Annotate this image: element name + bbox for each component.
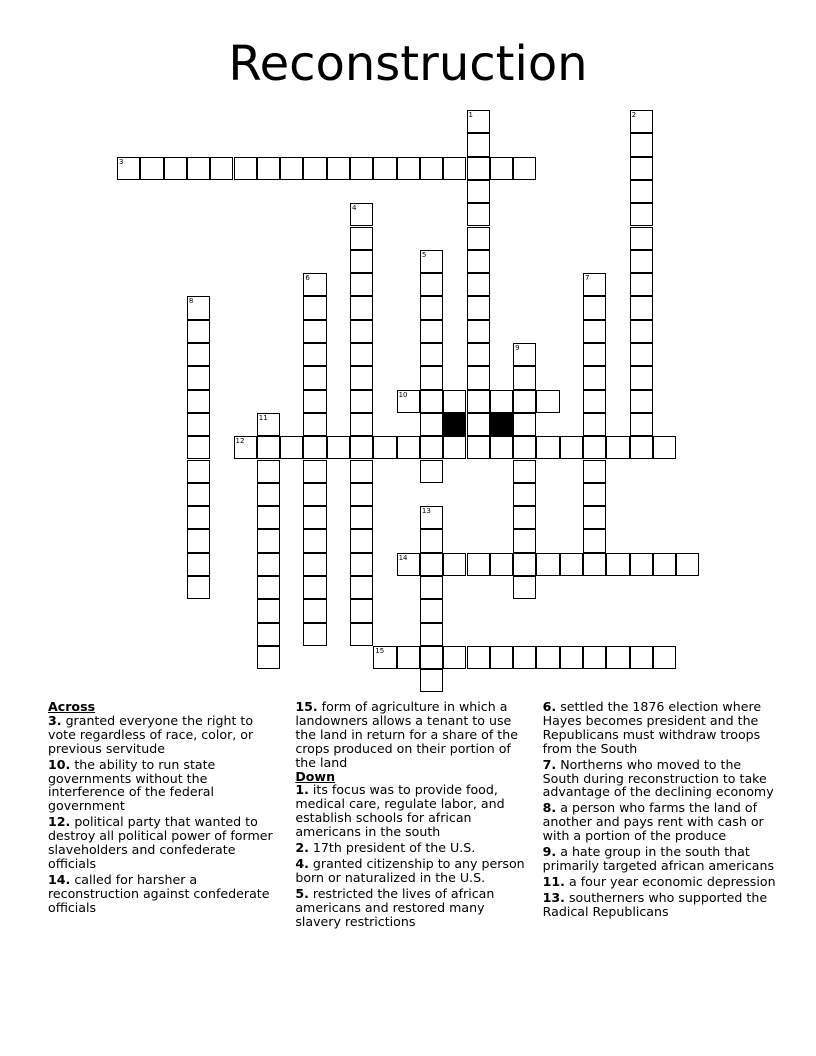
down-clue [295,783,530,839]
clue-number: 2. [295,840,309,856]
grid-cell[interactable] [420,366,443,389]
grid-cell[interactable] [303,460,326,483]
grid-cell[interactable] [303,506,326,529]
grid-cell[interactable] [420,599,443,622]
grid-cell[interactable] [630,180,653,203]
grid-cell[interactable] [303,436,326,459]
clue-text: a hate group in the south that primarily targeted african americans [542,844,775,873]
grid-cell[interactable] [513,576,536,599]
grid-cell[interactable] [187,436,210,459]
grid-cell[interactable] [443,436,466,459]
clue-text: its focus was to provide food, medical care, regulate labor, and establish schools for african americans in the south [295,782,505,840]
across-clue [48,714,283,756]
grid-cell[interactable] [583,506,606,529]
grid-cell[interactable] [676,553,699,576]
grid-cell[interactable] [467,133,490,156]
grid-cell[interactable] [630,553,653,576]
across-clue [295,700,530,770]
grid-cell[interactable] [630,390,653,413]
grid-cell[interactable] [536,553,559,576]
grid-cell[interactable] [443,646,466,669]
grid-cell[interactable] [467,320,490,343]
grid-cell[interactable] [467,343,490,366]
cell-number: 5 [421,250,427,259]
grid-cell[interactable] [257,599,280,622]
grid-cell[interactable] [583,343,606,366]
grid-cell[interactable] [560,646,583,669]
grid-cell[interactable] [303,529,326,552]
clue-number: 1. [295,782,309,798]
grid-cell[interactable] [583,320,606,343]
grid-cell[interactable] [420,390,443,413]
grid-cell[interactable] [303,343,326,366]
grid-cell[interactable] [303,296,326,319]
clue-text: settled the 1876 election where Hayes becomes president and the Republicans must withdraw troops from the South [542,699,762,756]
cell-number: 6 [305,274,310,283]
grid-cell[interactable] [350,599,373,622]
grid-cell[interactable] [513,646,536,669]
grid-cell[interactable] [187,320,210,343]
cell-number: 9 [515,344,520,352]
grid-cell[interactable] [373,436,396,459]
grid-cell[interactable] [187,157,210,180]
grid-cell[interactable] [187,529,210,552]
grid-cell[interactable] [490,646,513,669]
grid-cell[interactable] [303,320,326,343]
clue-text: restricted the lives of african americans and restored many slavery restrictions [295,885,495,929]
grid-cell[interactable] [350,460,373,483]
grid-cell[interactable] [630,343,653,366]
grid-cell[interactable] [606,553,629,576]
grid-cell[interactable] [257,436,280,459]
grid-cell[interactable] [583,390,606,413]
grid-cell[interactable] [350,203,373,226]
grid-cell[interactable] [350,320,373,343]
grid-cell[interactable] [350,390,373,413]
grid-cell[interactable] [420,157,443,180]
grid-cell[interactable] [420,576,443,599]
grid-cell[interactable] [420,296,443,319]
grid-cell[interactable] [513,460,536,483]
grid-cell[interactable] [397,157,420,180]
grid-cell[interactable] [187,483,210,506]
blocked-cell [490,413,513,436]
grid-cell[interactable] [303,366,326,389]
grid-cell[interactable] [420,343,443,366]
clue-text: a four year economic depression [564,873,776,889]
grid-cell[interactable] [630,413,653,436]
clue-text: southerners who supported the Radical Republicans [542,889,768,919]
clue-number: 7. [542,756,557,772]
grid-cell[interactable] [350,366,373,389]
grid-cell[interactable] [187,413,210,436]
grid-cell[interactable] [583,273,606,296]
grid-cell[interactable] [630,250,653,273]
grid-cell[interactable] [630,273,653,296]
down-clue [295,841,530,855]
grid-cell[interactable] [420,646,443,669]
clue-text: Northerns who moved to the South during reconstruction to take advantage of the declining economy [542,756,774,800]
clue-number: 11. [542,873,565,889]
grid-cell[interactable] [350,157,373,180]
grid-cell[interactable] [397,553,420,576]
cell-number: 10 [398,390,408,399]
grid-cell[interactable] [397,390,420,413]
grid-cell[interactable] [187,296,210,319]
grid-cell[interactable] [536,646,559,669]
grid-cell[interactable] [467,296,490,319]
grid-cell[interactable] [630,227,653,250]
grid-cell[interactable] [420,413,443,436]
grid-cell[interactable] [420,623,443,646]
grid-cell[interactable] [606,436,629,459]
cell-number: 2 [631,111,637,119]
grid-cell[interactable] [606,646,629,669]
grid-cell[interactable] [350,343,373,366]
down-clue [543,875,778,889]
grid-cell[interactable] [583,296,606,319]
grid-cell[interactable] [234,157,257,180]
grid-cell[interactable] [583,529,606,552]
grid-cell[interactable] [303,413,326,436]
grid-cell[interactable] [350,529,373,552]
grid-cell[interactable] [117,157,140,180]
grid-cell[interactable] [467,110,490,133]
clue-number: 13. [542,889,565,905]
clue-text: 17th president of the U.S. [308,840,476,856]
grid-cell[interactable] [210,157,233,180]
clue-number: 8. [542,800,557,816]
grid-cell[interactable] [164,157,187,180]
across-clue [48,758,283,814]
clue-text: granted citizenship to any person born or naturalized in the U.S. [295,855,525,885]
grid-cell[interactable] [467,250,490,273]
grid-cell[interactable] [257,623,280,646]
clue-number: 9. [542,844,557,860]
grid-cell[interactable] [513,366,536,389]
grid-cell[interactable] [653,436,676,459]
grid-cell[interactable] [187,460,210,483]
down-clue [543,845,778,873]
grid-cell[interactable] [420,669,443,692]
clue-text: granted everyone the right to vote regardless of race, color, or previous servitude [48,712,254,756]
grid-cell[interactable] [467,436,490,459]
grid-cell[interactable] [513,436,536,459]
grid-cell[interactable] [490,553,513,576]
clue-number: 6. [542,699,557,714]
grid-cell[interactable] [536,436,559,459]
cell-number: 7 [585,274,590,283]
grid-cell[interactable] [420,436,443,459]
cell-number: 8 [188,297,194,306]
grid-cell[interactable] [234,436,257,459]
grid-cell[interactable] [350,413,373,436]
grid-cell[interactable] [653,646,676,669]
grid-cell[interactable] [443,157,466,180]
grid-cell[interactable] [420,529,443,552]
grid-cell[interactable] [303,553,326,576]
grid-cell[interactable] [630,436,653,459]
grid-cell[interactable] [630,296,653,319]
grid-cell[interactable] [583,483,606,506]
grid-cell[interactable] [257,529,280,552]
cell-number: 14 [398,553,408,562]
grid-cell[interactable] [630,320,653,343]
grid-cell[interactable] [257,413,280,436]
cell-number: 4 [352,204,357,213]
grid-cell[interactable] [187,343,210,366]
grid-cell[interactable] [303,576,326,599]
grid-cell[interactable] [513,390,536,413]
down-clue [543,891,778,919]
cell-number: 3 [119,157,124,166]
grid-cell[interactable] [467,180,490,203]
down-clue [543,700,778,756]
grid-cell[interactable] [257,576,280,599]
grid-cell[interactable] [583,646,606,669]
grid-cell[interactable] [327,436,350,459]
clue-text: a person who farms the land of another and pays rent with cash or with a portion of the produce [542,800,764,844]
down-heading: Down [295,768,336,784]
grid-cell[interactable] [630,366,653,389]
down-clue [543,758,778,800]
grid-cell[interactable] [303,157,326,180]
grid-cell[interactable] [467,413,490,436]
grid-cell[interactable] [350,553,373,576]
grid-cell[interactable] [257,646,280,669]
grid-cell[interactable] [350,623,373,646]
clue-text: political party that wanted to destroy all political power of former slaveholders and confederate officials [48,814,273,871]
grid-cell[interactable] [303,623,326,646]
grid-cell[interactable] [583,460,606,483]
grid-cell[interactable] [560,436,583,459]
grid-cell[interactable] [490,157,513,180]
grid-cell[interactable] [280,157,303,180]
grid-cell[interactable] [187,366,210,389]
across-clue [48,815,283,871]
clue-number: 4. [295,855,309,871]
grid-cell[interactable] [467,390,490,413]
down-clue [543,801,778,843]
grid-cell[interactable] [257,483,280,506]
grid-cell[interactable] [257,553,280,576]
cell-number: 1 [468,111,473,119]
grid-cell[interactable] [350,483,373,506]
grid-cell[interactable] [350,436,373,459]
grid-cell[interactable] [583,436,606,459]
cell-number: 13 [421,507,431,516]
clue-text: called for harsher a reconstruction against confederate officials [48,871,270,915]
grid-cell[interactable] [490,436,513,459]
grid-cell[interactable] [350,576,373,599]
grid-cell[interactable] [583,553,606,576]
grid-cell[interactable] [140,157,163,180]
grid-cell[interactable] [443,390,466,413]
grid-cell[interactable] [187,576,210,599]
grid-cell[interactable] [513,413,536,436]
grid-cell[interactable] [443,553,466,576]
grid-cell[interactable] [257,460,280,483]
grid-cell[interactable] [187,390,210,413]
down-clue [295,887,530,929]
grid-cell[interactable] [467,646,490,669]
grid-cell[interactable] [303,390,326,413]
grid-cell[interactable] [420,273,443,296]
across-heading: Across [48,699,96,714]
grid-cell[interactable] [420,506,443,529]
grid-cell[interactable] [630,133,653,156]
grid-cell[interactable] [257,157,280,180]
grid-cell[interactable] [467,366,490,389]
grid-cell[interactable] [280,436,303,459]
grid-cell[interactable] [560,553,583,576]
grid-cell[interactable] [490,390,513,413]
grid-cell[interactable] [467,273,490,296]
grid-cell[interactable] [630,110,653,133]
grid-cell[interactable] [467,157,490,180]
grid-cell[interactable] [583,366,606,389]
grid-cell[interactable] [420,553,443,576]
grid-cell[interactable] [420,250,443,273]
grid-cell[interactable] [350,227,373,250]
grid-cell[interactable] [303,599,326,622]
clue-number: 15. [295,699,318,714]
grid-cell[interactable] [350,296,373,319]
grid-cell[interactable] [467,227,490,250]
grid-cell[interactable] [397,646,420,669]
grid-cell[interactable] [536,390,559,413]
grid-cell[interactable] [630,203,653,226]
grid-cell[interactable] [583,413,606,436]
grid-cell[interactable] [653,553,676,576]
grid-cell[interactable] [513,506,536,529]
grid-cell[interactable] [420,460,443,483]
cell-number: 15 [375,646,385,655]
cell-number: 12 [235,437,245,446]
grid-cell[interactable] [513,157,536,180]
down-clue [295,857,530,885]
grid-cell[interactable] [350,506,373,529]
grid-cell[interactable] [467,203,490,226]
grid-cell[interactable] [513,529,536,552]
grid-cell[interactable] [187,553,210,576]
grid-cell[interactable] [630,646,653,669]
clue-number: 5. [295,885,309,901]
grid-cell[interactable] [327,157,350,180]
grid-cell[interactable] [373,646,396,669]
clue-list [48,700,778,960]
grid-cell[interactable] [350,273,373,296]
grid-cell[interactable] [303,483,326,506]
grid-cell[interactable] [513,553,536,576]
grid-cell[interactable] [420,320,443,343]
page-title: Reconstruction [228,36,588,92]
across-clue [48,873,283,915]
grid-cell[interactable] [513,343,536,366]
grid-cell[interactable] [350,250,373,273]
clue-number: 10. [48,756,71,772]
cell-number: 11 [258,413,268,422]
grid-cell[interactable] [373,157,396,180]
clue-number: 14. [48,871,71,887]
grid-cell[interactable] [513,483,536,506]
grid-cell[interactable] [303,273,326,296]
clue-number: 3. [48,712,62,728]
grid-cell[interactable] [630,157,653,180]
clue-number: 12. [48,814,71,830]
grid-cell[interactable] [467,553,490,576]
clue-text: form of agriculture in which a landowners allows a tenant to use the land in return for a share of the crops produced on their portion of the land [295,699,518,770]
grid-cell[interactable] [187,506,210,529]
grid-cell[interactable] [397,436,420,459]
blocked-cell [443,413,466,436]
clue-text: the ability to run state governments without the interference of the federal government [48,756,216,814]
grid-cell[interactable] [257,506,280,529]
